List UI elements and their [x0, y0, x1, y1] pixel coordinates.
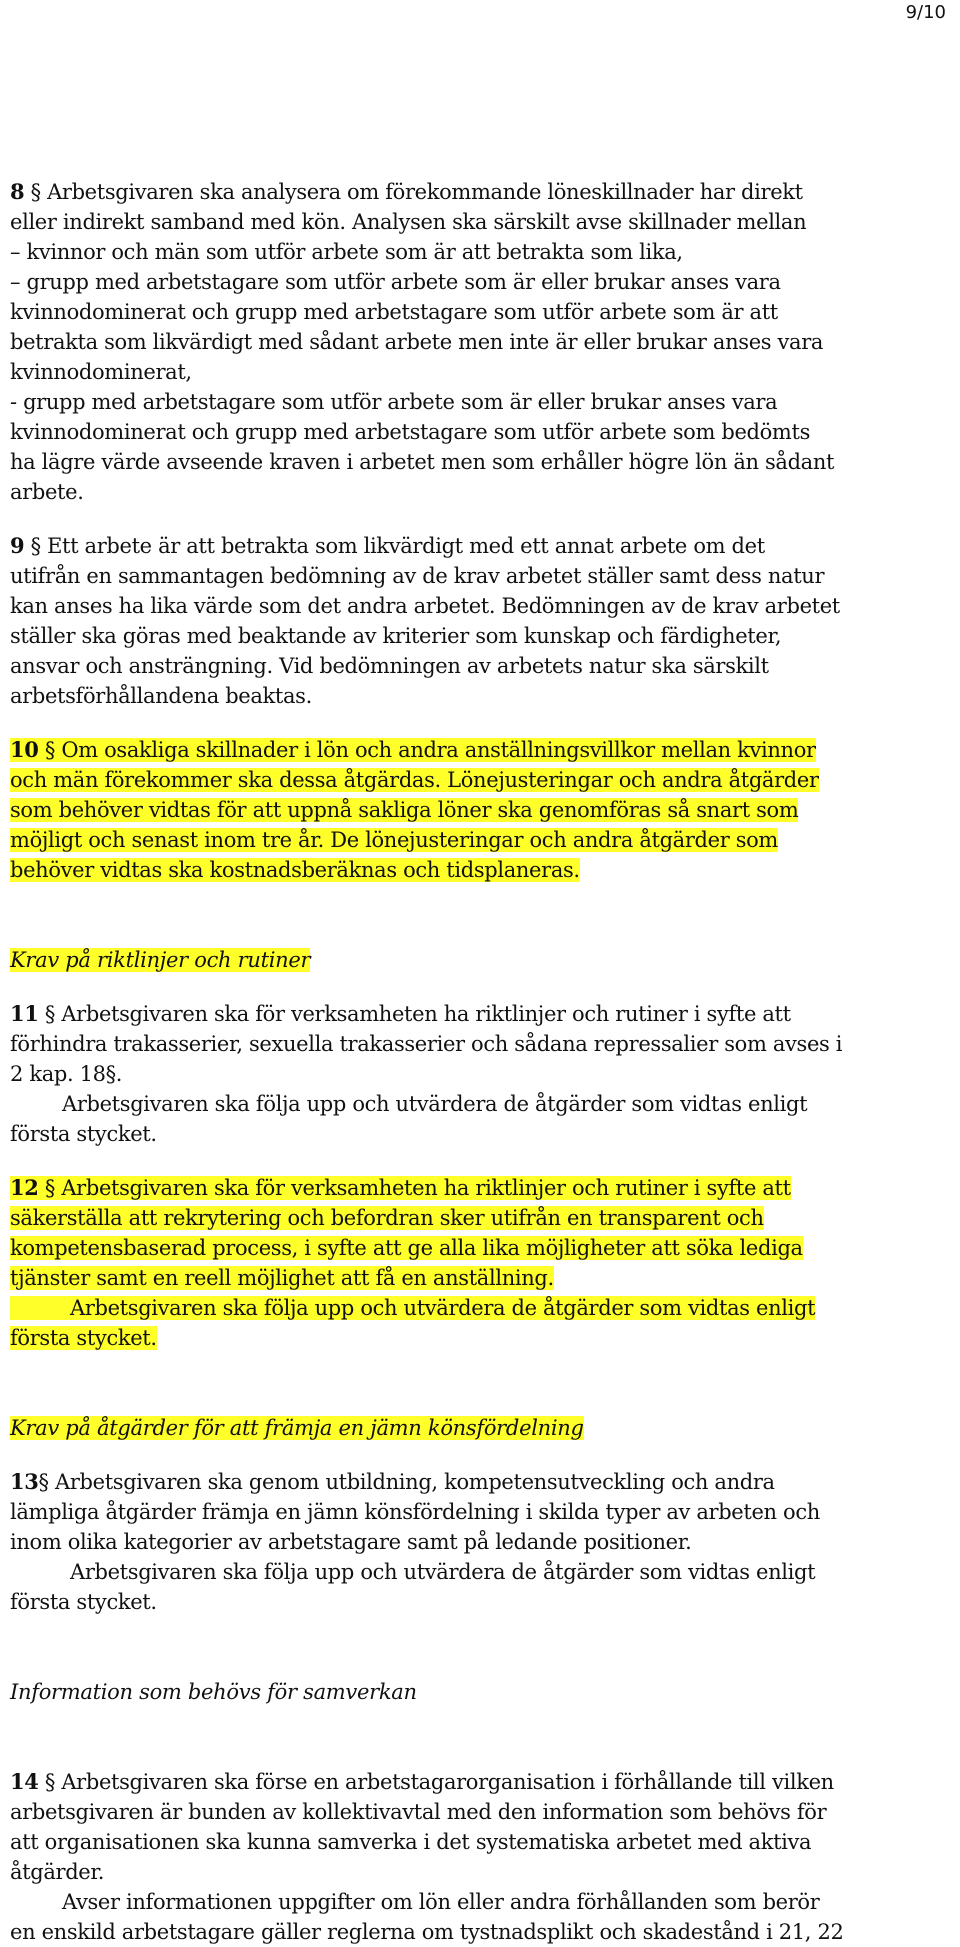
paragraph-line: Avser informationen uppgifter om lön eller andra förhållanden som berör	[62, 1890, 820, 1914]
paragraph-line: arbete.	[10, 480, 84, 504]
paragraph-line: första stycket.	[10, 1326, 157, 1350]
paragraph-line: utifrån en sammantagen bedömning av de krav arbetet ställer samt dess natur	[10, 564, 825, 588]
section-sign: §	[24, 180, 48, 204]
paragraph-line: 11 § Arbetsgivaren ska för verksamheten ha riktlinjer och rutiner i syfte att	[10, 1001, 791, 1026]
paragraph-line: som behöver vidtas för att uppnå sakliga löner ska genomföras så snart som	[10, 798, 799, 822]
section-8	[10, 177, 948, 507]
paragraph-line: kvinnodominerat,	[10, 360, 192, 384]
page-number: 9/10	[905, 2, 946, 23]
paragraph-line: kan anses ha lika värde som det andra arbetet. Bedömningen av de krav arbetet	[10, 594, 840, 618]
paragraph-line: arbetsförhållandena beaktas.	[10, 684, 312, 708]
paragraph-line: kompetensbaserad process, i syfte att ge alla lika möjligheter att söka lediga	[10, 1236, 803, 1260]
paragraph-line: 8 § Arbetsgivaren ska analysera om förekommande löneskillnader har direkt	[10, 179, 803, 204]
section-sign: §	[24, 534, 48, 558]
paragraph-line: tjänster samt en reell möjlighet att få en anställning.	[10, 1266, 554, 1290]
paragraph-line: möjligt och senast inom tre år. De lönejusteringar och andra åtgärder som	[10, 828, 779, 852]
section-sign: §	[38, 1470, 56, 1494]
paragraph-line: eller indirekt samband med kön. Analysen ska särskilt avse skillnader mellan	[10, 210, 807, 234]
paragraph-line: Arbetsgivaren ska följa upp och utvärdera de åtgärder som vidtas enligt	[10, 1293, 948, 1323]
paragraph-line: arbetsgivaren är bunden av kollektivavtal med den information som behövs för	[10, 1800, 827, 1824]
section-number: 14	[10, 1769, 39, 1794]
paragraph-line: att organisationen ska kunna samverka i det systematiska arbetet med aktiva	[10, 1830, 812, 1854]
section-sign: §	[38, 1002, 62, 1026]
paragraph-line: ställer ska göras med beaktande av kriterier som kunskap och färdigheter,	[10, 624, 782, 648]
section-number: 12	[10, 1175, 39, 1200]
section-number: 10	[10, 737, 39, 762]
paragraph-line: förhindra trakasserier, sexuella trakasserier och sådana repressalier som avses i	[10, 1032, 843, 1056]
section-10	[10, 735, 948, 885]
paragraph-line: 2 kap. 18§.	[10, 1062, 123, 1086]
section-12	[10, 1173, 948, 1353]
paragraph-line: och män förekommer ska dessa åtgärdas. Lönejusteringar och andra åtgärder	[10, 768, 819, 792]
section-11	[10, 999, 948, 1149]
paragraph-line: 12 § Arbetsgivaren ska för verksamheten ha riktlinjer och rutiner i syfte att	[10, 1175, 791, 1200]
section-heading: Krav på åtgärder för att främja en jämn könsfördelning	[10, 1416, 584, 1440]
paragraph-line: säkerställa att rekrytering och befordran sker utifrån en transparent och	[10, 1206, 764, 1230]
section-13	[10, 1467, 948, 1617]
paragraph-line: Arbetsgivaren ska följa upp och utvärdera de åtgärder som vidtas enligt	[62, 1092, 808, 1116]
paragraph-line: kvinnodominerat och grupp med arbetstagare som utför arbete som bedömts	[10, 420, 810, 444]
paragraph-line: inom olika kategorier av arbetstagare samt på ledande positioner.	[10, 1530, 692, 1554]
paragraph-line: en enskild arbetstagare gäller reglerna om tystnadsplikt och skadestånd i 21, 22	[10, 1920, 844, 1944]
paragraph-line: behöver vidtas ska kostnadsberäknas och tidsplaneras.	[10, 858, 580, 882]
section-sign: §	[38, 1176, 62, 1200]
paragraph-line: lämpliga åtgärder främja en jämn könsfördelning i skilda typer av arbeten och	[10, 1500, 820, 1524]
section-number: 8	[10, 179, 25, 204]
paragraph-line: 14 § Arbetsgivaren ska förse en arbetstagarorganisation i förhållande till vilken	[10, 1769, 834, 1794]
section-14	[10, 1767, 948, 1947]
section-number: 9	[10, 533, 25, 558]
paragraph-line: 10 § Om osakliga skillnader i lön och andra anställningsvillkor mellan kvinnor	[10, 737, 816, 762]
document-body	[10, 177, 948, 1947]
list-item: – kvinnor och män som utför arbete som är att betrakta som lika,	[10, 240, 683, 264]
section-heading: Krav på riktlinjer och rutiner	[10, 948, 311, 972]
section-sign: §	[38, 738, 62, 762]
list-item: – grupp med arbetstagare som utför arbete som är eller brukar anses vara	[10, 270, 781, 294]
list-item: - grupp med arbetstagare som utför arbete som är eller brukar anses vara	[10, 390, 778, 414]
paragraph-line: betrakta som likvärdigt med sådant arbete men inte är eller brukar anses vara	[10, 330, 824, 354]
paragraph-line: första stycket.	[10, 1590, 157, 1614]
paragraph-line: kvinnodominerat och grupp med arbetstagare som utför arbete som är att	[10, 300, 778, 324]
paragraph-line: Arbetsgivaren ska följa upp och utvärdera de åtgärder som vidtas enligt	[70, 1560, 816, 1584]
section-9	[10, 531, 948, 711]
paragraph-line: ha lägre värde avseende kraven i arbetet men som erhåller högre lön än sådant	[10, 450, 835, 474]
section-number: 11	[10, 1001, 39, 1026]
paragraph-line: första stycket.	[10, 1122, 157, 1146]
paragraph-line: ansvar och ansträngning. Vid bedömningen av arbetets natur ska särskilt	[10, 654, 769, 678]
paragraph-line: 13§ Arbetsgivaren ska genom utbildning, kompetensutveckling och andra	[10, 1469, 775, 1494]
section-heading: Information som behövs för samverkan	[10, 1680, 417, 1704]
paragraph-line: åtgärder.	[10, 1860, 105, 1884]
section-number: 13	[10, 1469, 39, 1494]
section-sign: §	[38, 1770, 62, 1794]
paragraph-line: 9 § Ett arbete är att betrakta som likvärdigt med ett annat arbete om det	[10, 533, 765, 558]
